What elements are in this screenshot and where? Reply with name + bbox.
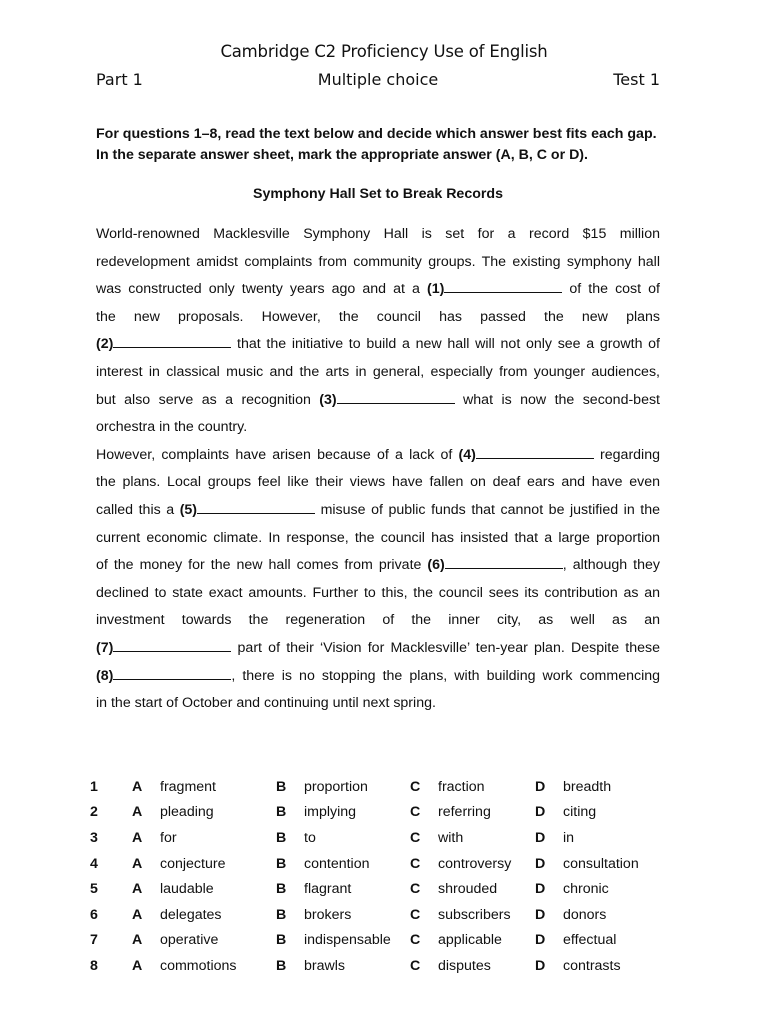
option-letter[interactable]: B <box>276 804 287 821</box>
passage-line: orchestra in the country. <box>96 419 248 436</box>
passage-line: but also serve as a recognition (3) what is now the second-best <box>96 391 661 408</box>
gap-blank[interactable] <box>444 279 562 293</box>
page-subheader <box>96 70 660 92</box>
option-word[interactable]: effectual <box>563 932 617 949</box>
passage-title: Symphony Hall Set to Break Records <box>253 186 503 202</box>
option-letter[interactable]: D <box>535 855 546 872</box>
option-letter[interactable]: C <box>410 829 421 846</box>
gap-number: (2) <box>96 336 114 353</box>
option-letter[interactable]: D <box>535 804 546 821</box>
passage-line: was constructed only twenty years ago and at a (1) of the cost of <box>96 281 660 298</box>
option-word[interactable]: subscribers <box>438 906 511 923</box>
passage-line: However, complaints have arisen because of a lack of (4) regarding <box>96 446 660 463</box>
question-number: 4 <box>90 855 98 872</box>
option-word[interactable]: in <box>563 829 575 846</box>
option-word[interactable]: contention <box>304 855 370 872</box>
gap-number: (8) <box>96 667 114 684</box>
gap-blank[interactable] <box>445 555 563 569</box>
option-letter[interactable]: D <box>535 906 546 923</box>
passage-line: declined to state exact amounts. Further to this, the council sees its contribution as an <box>96 584 660 601</box>
option-word[interactable]: delegates <box>160 906 222 923</box>
gap-number: (1) <box>426 281 445 298</box>
option-word[interactable]: conjecture <box>160 855 226 872</box>
option-letter[interactable]: A <box>132 881 143 898</box>
passage-line: interest in classical music and the arts in general, especially from younger audiences, <box>96 363 660 380</box>
question-row <box>90 825 663 851</box>
gap-number: (5) <box>179 501 198 518</box>
option-letter[interactable]: C <box>410 778 421 795</box>
option-letter[interactable]: C <box>410 906 421 923</box>
option-letter[interactable]: B <box>276 778 287 795</box>
option-word[interactable]: disputes <box>438 957 491 974</box>
option-word[interactable]: fragment <box>160 778 216 795</box>
gap-blank[interactable] <box>113 638 231 652</box>
option-letter[interactable]: A <box>132 906 143 923</box>
option-word[interactable]: pleading <box>160 804 214 821</box>
option-word[interactable]: contrasts <box>563 957 621 974</box>
option-letter[interactable]: B <box>276 829 287 846</box>
gap-number: (3) <box>319 391 337 408</box>
option-letter[interactable]: D <box>535 932 546 949</box>
option-letter[interactable]: B <box>276 881 287 898</box>
question-number: 7 <box>90 932 98 949</box>
option-word[interactable]: consultation <box>563 855 639 872</box>
option-word[interactable]: shrouded <box>438 881 498 898</box>
gap-blank[interactable] <box>476 445 594 459</box>
question-row <box>90 902 663 928</box>
option-word[interactable]: controversy <box>438 855 512 872</box>
passage-line: current economic climate. In response, the council has insisted that a large proportion <box>96 529 660 546</box>
gap-blank[interactable] <box>113 666 231 680</box>
gap-number: (6) <box>427 557 445 574</box>
question-number: 1 <box>90 778 98 795</box>
option-word[interactable]: indispensable <box>304 932 391 949</box>
option-letter[interactable]: D <box>535 957 546 974</box>
question-row <box>90 800 663 826</box>
option-letter[interactable]: C <box>410 957 421 974</box>
passage-line: (2) that the initiative to build a new hall will not only see a growth of <box>96 336 660 353</box>
option-letter[interactable]: B <box>276 957 287 974</box>
option-letter[interactable]: B <box>276 906 287 923</box>
passage-line: of the money for the new hall comes from private (6) , although they <box>96 557 660 574</box>
option-word[interactable]: citing <box>563 804 597 821</box>
option-word[interactable]: fraction <box>438 778 485 795</box>
passage-line: the plans. Local groups feel like their views have fallen on deaf ears and have even <box>96 474 660 491</box>
option-word[interactable]: laudable <box>160 881 214 898</box>
test-label: Test 1 <box>613 70 660 89</box>
part-label: Part 1 <box>96 70 143 89</box>
question-number: 2 <box>90 804 98 821</box>
passage-line: (8) , there is no stopping the plans, with building work commencing <box>96 667 660 684</box>
option-word[interactable]: proportion <box>304 778 368 795</box>
gap-blank[interactable] <box>337 390 455 404</box>
option-word[interactable]: for <box>160 829 177 846</box>
gap-number: (7) <box>96 639 114 656</box>
option-word[interactable]: referring <box>438 804 491 821</box>
option-word[interactable]: donors <box>563 906 607 923</box>
question-number: 3 <box>90 829 98 846</box>
option-letter[interactable]: C <box>410 804 421 821</box>
option-letter[interactable]: D <box>535 829 546 846</box>
passage-line: the new proposals. However, the council has passed the new plans <box>96 308 660 325</box>
option-word[interactable]: brokers <box>304 906 352 923</box>
question-row <box>90 928 663 954</box>
option-letter[interactable]: C <box>410 855 421 872</box>
option-word[interactable]: breadth <box>563 778 612 795</box>
option-letter[interactable]: D <box>535 778 546 795</box>
option-word[interactable]: flagrant <box>304 881 352 898</box>
answer-options-table <box>90 774 663 979</box>
option-word[interactable]: with <box>438 829 464 846</box>
passage-line: World-renowned Macklesville Symphony Hall is set for a record $15 million <box>96 226 660 242</box>
passage-line: (7) part of their ‘Vision for Macklesville’ ten-year plan. Despite these <box>96 639 660 656</box>
question-number: 6 <box>90 906 98 923</box>
option-letter[interactable]: B <box>276 855 287 872</box>
option-word[interactable]: chronic <box>563 881 609 898</box>
section-label: Multiple choice <box>317 70 439 89</box>
passage-line: in the start of October and continuing until next spring. <box>96 695 436 712</box>
option-letter[interactable]: A <box>132 804 143 821</box>
question-row <box>90 953 663 979</box>
question-row <box>90 851 663 877</box>
option-word[interactable]: implying <box>304 804 357 821</box>
option-letter[interactable]: A <box>132 855 143 872</box>
option-word[interactable]: operative <box>160 932 219 949</box>
passage <box>96 221 660 718</box>
gap-number: (4) <box>458 446 476 463</box>
question-number: 5 <box>90 881 98 898</box>
passage-line: redevelopment amidst complaints from community groups. The existing symphony hall <box>96 253 660 270</box>
option-letter[interactable]: A <box>132 932 143 949</box>
question-number: 8 <box>90 957 98 974</box>
option-letter[interactable]: A <box>132 829 143 846</box>
option-letter[interactable]: A <box>132 778 143 795</box>
option-letter[interactable]: C <box>410 881 421 898</box>
question-row <box>90 876 663 902</box>
option-word[interactable]: commotions <box>160 957 237 974</box>
page-title: Cambridge C2 Proficiency Use of English <box>220 42 548 61</box>
gap-blank[interactable] <box>113 334 231 348</box>
option-word[interactable]: to <box>304 829 316 846</box>
option-letter[interactable]: C <box>410 932 421 949</box>
option-word[interactable]: brawls <box>304 957 345 974</box>
gap-blank[interactable] <box>197 500 315 514</box>
instructions: For questions 1–8, read the text below and decide which answer best fits each gap. In the separate answer sheet, mark the appropriate answer (A, B, C or D). <box>96 126 657 163</box>
option-letter[interactable]: B <box>276 932 287 949</box>
option-letter[interactable]: A <box>132 957 143 974</box>
question-row <box>90 774 663 800</box>
option-word[interactable]: applicable <box>438 932 502 949</box>
passage-line: called this a (5) misuse of public funds that cannot be justified in the <box>96 501 660 518</box>
passage-line: investment towards the regeneration of the inner city, as well as an <box>96 612 660 629</box>
option-letter[interactable]: D <box>535 881 546 898</box>
